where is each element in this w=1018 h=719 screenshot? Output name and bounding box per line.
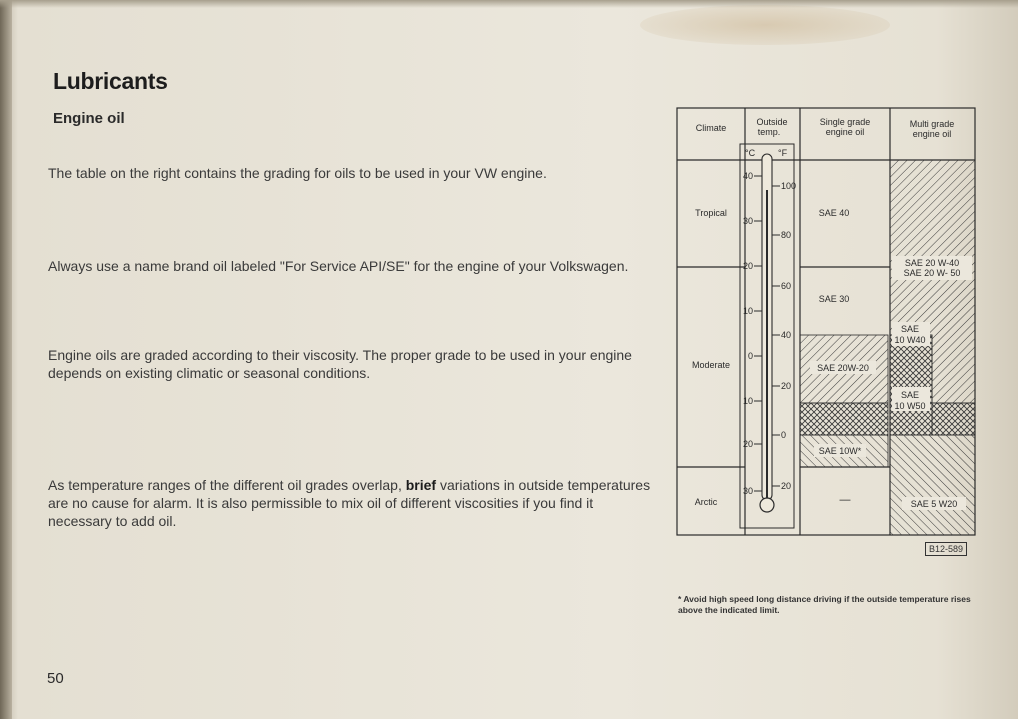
paragraph-overlap-pre: As temperature ranges of the different oil grades overlap, xyxy=(48,477,406,493)
figure-code: B12-589 xyxy=(925,542,967,556)
fahrenheit-tick: 60 xyxy=(781,281,792,291)
climate-moderate: Moderate xyxy=(691,360,731,370)
paragraph-overlap xyxy=(48,476,660,530)
band-overlap-multi xyxy=(932,403,975,435)
fahrenheit-tick: 20 xyxy=(781,481,792,491)
climate-arctic: Arctic xyxy=(694,497,718,507)
paragraph-viscosity: Engine oils are graded according to their viscosity. The proper grade to be used in your engine depends on existing climatic or seasonal conditions. xyxy=(48,347,632,381)
grade-sae20w40: SAE 20 W-40 xyxy=(904,258,960,268)
celsius-tick: 10 xyxy=(742,396,753,406)
book-spine-shadow xyxy=(0,0,12,719)
grade-sae20w20: SAE 20W-20 xyxy=(817,363,869,373)
paragraph-overlap-bold: brief xyxy=(405,477,437,493)
celsius-tick: 20 xyxy=(742,439,753,449)
paragraph-brand-oil: Always use a name brand oil labeled "For Service API/SE" for the engine of your Volkswagen. xyxy=(48,258,629,274)
grade-sae40: SAE 40 xyxy=(818,208,850,218)
celsius-tick: 20 xyxy=(742,261,753,271)
unit-celsius: °C xyxy=(745,148,756,158)
grade-sae10w50-a: SAE xyxy=(900,390,920,400)
header-multi-grade-1: Multi grade xyxy=(909,119,955,129)
fahrenheit-tick: 80 xyxy=(781,230,792,240)
grade-sae10w40-b: 10 W40 xyxy=(894,335,926,345)
header-single-grade-2: engine oil xyxy=(825,127,865,137)
grade-sae10w: SAE 10W* xyxy=(818,446,862,456)
celsius-tick: 30 xyxy=(742,486,753,496)
grade-sae5w20: SAE 5 W20 xyxy=(910,499,958,509)
unit-fahrenheit: °F xyxy=(778,148,788,158)
header-outside-temp-2: temp. xyxy=(757,127,781,137)
header-single-grade-1: Single grade xyxy=(819,117,871,127)
header-multi-grade-2: engine oil xyxy=(912,129,952,139)
page-number: 50 xyxy=(47,670,64,687)
paragraph-overlap-post: variations in outside temperatures are no cause for alarm. It is also permissible to mix oil of different viscosities if you find it necessary to add oil. xyxy=(48,477,651,529)
header-climate: Climate xyxy=(695,123,727,133)
oil-grade-table xyxy=(670,100,980,560)
grade-sae10w40-a: SAE xyxy=(900,324,920,334)
grade-sae30: SAE 30 xyxy=(818,294,850,304)
grade-sae10w50-b: 10 W50 xyxy=(894,401,926,411)
section-heading: Engine oil xyxy=(53,110,125,127)
fahrenheit-tick: 40 xyxy=(781,330,792,340)
fahrenheit-tick: 100 xyxy=(781,181,797,191)
fahrenheit-tick: 20 xyxy=(781,381,792,391)
celsius-tick: 40 xyxy=(742,171,753,181)
band-sae5w20 xyxy=(890,435,975,535)
celsius-tick: 10 xyxy=(742,306,753,316)
paragraph-table-intro: The table on the right contains the grading for oils to be used in your VW engine. xyxy=(48,165,547,181)
fahrenheit-tick: 0 xyxy=(781,430,787,440)
footnote: * Avoid high speed long distance driving if the outside temperature rises above the indicated limit. xyxy=(678,594,971,615)
oil-grade-table-svg xyxy=(670,100,980,560)
grade-arctic-none: — xyxy=(839,494,851,506)
page-top-shadow xyxy=(0,0,1018,8)
grade-sae20w50: SAE 20 W- 50 xyxy=(903,268,961,278)
band-overlap xyxy=(800,403,888,435)
climate-tropical: Tropical xyxy=(695,208,727,218)
page-title: Lubricants xyxy=(53,68,168,94)
celsius-tick: 0 xyxy=(747,351,753,361)
paper-stain xyxy=(640,5,890,45)
header-outside-temp-1: Outside xyxy=(756,117,788,127)
band-sae10w40-50 xyxy=(890,335,932,435)
celsius-tick: 30 xyxy=(742,216,753,226)
